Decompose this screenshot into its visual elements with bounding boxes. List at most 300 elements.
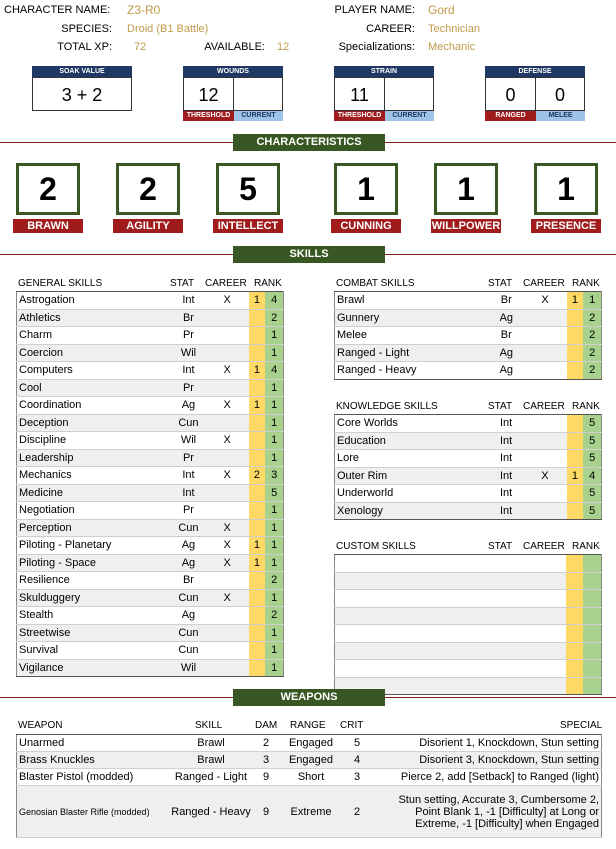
- skill-name: Ranged - Heavy: [335, 362, 490, 380]
- skill-rank-career: [566, 625, 583, 643]
- custom-rank-col: RANK: [572, 541, 600, 552]
- skill-rank-career: [566, 660, 583, 678]
- skill-rank-career: [566, 677, 583, 695]
- skill-row[interactable]: [335, 327, 602, 345]
- skill-stat: Int: [171, 362, 206, 380]
- defense-melee[interactable]: [535, 77, 585, 111]
- skill-stat: Cun: [171, 414, 206, 432]
- skill-career: [206, 659, 249, 677]
- combat-stat-col: STAT: [488, 278, 513, 289]
- weapon-row[interactable]: [17, 786, 602, 838]
- skill-row[interactable]: [17, 519, 284, 537]
- defense-title: DEFENSE: [485, 66, 585, 77]
- skill-name: Perception: [17, 519, 172, 537]
- skill-name: Charm: [17, 327, 172, 345]
- skill-name: Gunnery: [335, 309, 490, 327]
- skill-rank-total: 2: [583, 344, 601, 362]
- weapon-skill: Ranged - Light: [169, 769, 253, 786]
- skill-name: [335, 555, 489, 573]
- skill-stat: Pr: [171, 502, 206, 520]
- skill-career: X: [206, 292, 249, 310]
- skill-row[interactable]: [335, 625, 602, 643]
- strain-threshold[interactable]: [334, 77, 385, 111]
- characteristic-brawn-value[interactable]: 2: [16, 163, 80, 215]
- skill-stat: Ag: [489, 362, 523, 380]
- skill-rank-total: 1: [265, 397, 283, 415]
- skill-rank-career: [249, 659, 266, 677]
- skill-row[interactable]: [335, 555, 602, 573]
- skill-career: [206, 449, 249, 467]
- characteristic-presence-value[interactable]: 1: [534, 163, 598, 215]
- skill-row[interactable]: [335, 450, 602, 468]
- skill-row[interactable]: [17, 624, 284, 642]
- skill-row[interactable]: [17, 537, 284, 555]
- skill-career: X: [206, 554, 249, 572]
- wounds-current[interactable]: [233, 77, 283, 111]
- knowledge-skills-title: KNOWLEDGE SKILLS: [336, 401, 438, 412]
- skill-name: Melee: [335, 327, 490, 345]
- skill-name: Astrogation: [17, 292, 172, 310]
- skill-rank-career: [249, 449, 266, 467]
- skill-career: [206, 642, 249, 660]
- skill-stat: [489, 642, 523, 660]
- skill-row[interactable]: [335, 642, 602, 660]
- strain-threshold-text: 11: [350, 85, 369, 105]
- weapon-damage: 3: [253, 752, 279, 769]
- weapon-range: Short: [279, 769, 343, 786]
- skill-stat: Cun: [171, 589, 206, 607]
- skill-rank-total: 1: [265, 519, 283, 537]
- skill-rank-total: 2: [265, 309, 283, 327]
- skill-name: Outer Rim: [335, 467, 489, 485]
- skill-rank-career: [567, 485, 584, 503]
- skill-row[interactable]: [335, 309, 602, 327]
- characteristic-intellect-value[interactable]: 5: [216, 163, 280, 215]
- weapon-range: Engaged: [279, 735, 343, 752]
- skill-rank-total: 1: [265, 659, 283, 677]
- weapon-range: Engaged: [279, 752, 343, 769]
- wounds-threshold-label: THRESHOLD: [183, 111, 234, 121]
- skill-name: Discipline: [17, 432, 172, 450]
- strain-current-label: CURRENT: [385, 111, 434, 121]
- skill-career: [523, 432, 566, 450]
- weapon-range: Extreme: [279, 786, 343, 838]
- weapon-special-line: Point Blank 1, -1 [Difficulty] at Long or: [415, 805, 599, 818]
- weapon-row[interactable]: [17, 752, 602, 769]
- skill-name: Leadership: [17, 449, 172, 467]
- weapon-damage: 9: [253, 786, 279, 838]
- skill-career: [523, 450, 566, 468]
- skill-rank-career: [567, 450, 584, 468]
- skill-rank-career: [567, 309, 584, 327]
- general-skills-title: GENERAL SKILLS: [18, 278, 103, 289]
- characteristic-willpower-value[interactable]: 1: [434, 163, 498, 215]
- skill-row[interactable]: [17, 414, 284, 432]
- skill-rank-total: 1: [265, 414, 283, 432]
- skill-name: [335, 642, 489, 660]
- skill-stat: [489, 660, 523, 678]
- skill-rank-total: 4: [583, 467, 601, 485]
- skill-name: Ranged - Light: [335, 344, 490, 362]
- dam-col: DAM: [255, 720, 278, 731]
- skill-rank-total: [583, 607, 601, 625]
- skill-stat: Cun: [171, 519, 206, 537]
- weapon-row[interactable]: [17, 735, 602, 752]
- skill-stat: Int: [489, 485, 523, 503]
- skill-career: [523, 485, 566, 503]
- skill-stat: Br: [171, 572, 206, 590]
- skill-row[interactable]: [17, 467, 284, 485]
- skill-career: X: [206, 519, 249, 537]
- general-stat-col: STAT: [170, 278, 195, 289]
- skill-name: Streetwise: [17, 624, 172, 642]
- skill-career: X: [206, 467, 249, 485]
- skill-name: Lore: [335, 450, 489, 468]
- skill-rank-total: 1: [265, 624, 283, 642]
- weapon-name: Blaster Pistol (modded): [17, 769, 170, 786]
- skill-row[interactable]: [17, 642, 284, 660]
- skill-row[interactable]: [17, 572, 284, 590]
- weapon-special-line: Disorient 3, Knockdown, Stun setting: [419, 754, 599, 766]
- skill-name: Survival: [17, 642, 172, 660]
- skill-rank-career: [566, 590, 583, 608]
- skill-career: [206, 572, 249, 590]
- skill-stat: Int: [489, 502, 523, 520]
- skill-rank-total: [583, 625, 601, 643]
- skill-career: [523, 625, 566, 643]
- characteristics-header: CHARACTERISTICS: [233, 134, 385, 151]
- characteristic-agility-value[interactable]: 2: [116, 163, 180, 215]
- skill-name: Negotiation: [17, 502, 172, 520]
- combat-skills-title: COMBAT SKILLS: [336, 278, 415, 289]
- skill-stat: Ag: [489, 309, 523, 327]
- skill-rank-career: 1: [249, 554, 266, 572]
- strain-current[interactable]: [384, 77, 434, 111]
- weapon-special-line: Extreme, -1 [Difficulty] when Engaged: [415, 817, 599, 830]
- skill-rank-career: [249, 327, 266, 345]
- knowledge-skills-table: [334, 414, 602, 520]
- skill-rank-career: [249, 432, 266, 450]
- skill-name: Deception: [17, 414, 172, 432]
- general-career-col: CAREER: [205, 278, 247, 289]
- skill-rank-career: [249, 344, 266, 362]
- skill-rank-career: 1: [249, 537, 266, 555]
- weapon-damage: 2: [253, 735, 279, 752]
- skill-career: [523, 502, 566, 520]
- skill-stat: Int: [489, 432, 523, 450]
- skill-rank-total: 2: [265, 607, 283, 625]
- characteristic-cunning-value[interactable]: 1: [334, 163, 398, 215]
- defense-ranged[interactable]: [485, 77, 536, 111]
- skill-rank-career: [249, 624, 266, 642]
- skill-row[interactable]: [335, 660, 602, 678]
- skill-row[interactable]: [335, 572, 602, 590]
- skill-row[interactable]: [17, 292, 284, 310]
- general-rank-col: RANK: [254, 278, 282, 289]
- skill-career: [523, 590, 566, 608]
- skill-rank-total: 2: [583, 327, 601, 345]
- characteristic-brawn-label: BRAWN: [13, 219, 83, 233]
- player-name-value[interactable]: Gord: [428, 3, 455, 17]
- skill-rank-career: [566, 642, 583, 660]
- skill-name: Coordination: [17, 397, 172, 415]
- skill-name: [335, 590, 489, 608]
- skill-rank-career: 1: [567, 292, 584, 310]
- defense-melee-text: 0: [554, 85, 565, 105]
- skill-row[interactable]: [335, 467, 602, 485]
- skill-row[interactable]: [17, 344, 284, 362]
- weapon-special-line: Pierce 2, add [Setback] to Ranged (light): [400, 771, 599, 783]
- skill-name: Resilience: [17, 572, 172, 590]
- skill-rank-career: [249, 519, 266, 537]
- skill-stat: Int: [171, 467, 206, 485]
- skill-career: X: [206, 397, 249, 415]
- knowledge-career-col: CAREER: [523, 401, 565, 412]
- available-value[interactable]: 12: [277, 41, 290, 53]
- knowledge-stat-col: STAT: [488, 401, 513, 412]
- skill-career: [523, 642, 566, 660]
- skill-stat: Br: [489, 292, 523, 310]
- skill-row[interactable]: [335, 502, 602, 520]
- skill-row[interactable]: [335, 485, 602, 503]
- skill-rank-total: [583, 572, 601, 590]
- skill-rank-career: [249, 309, 266, 327]
- skill-stat: Pr: [171, 327, 206, 345]
- skill-row[interactable]: [335, 344, 602, 362]
- skill-name: [335, 572, 489, 590]
- species-value[interactable]: Droid (B1 Battle): [127, 23, 209, 35]
- weapon-damage: 9: [253, 769, 279, 786]
- character-name-label: CHARACTER NAME:: [4, 4, 111, 16]
- skill-name: Vigilance: [17, 659, 172, 677]
- skill-rank-total: [583, 660, 601, 678]
- skill-row[interactable]: [17, 484, 284, 502]
- skill-career: [206, 607, 249, 625]
- skill-row[interactable]: [17, 327, 284, 345]
- skill-rank-total: 5: [265, 484, 283, 502]
- career-value[interactable]: Technician: [428, 23, 480, 35]
- skill-rank-career: 2: [249, 467, 266, 485]
- weapon-skill: Ranged - Heavy: [169, 786, 253, 838]
- skill-rank-career: 1: [249, 292, 266, 310]
- characteristic-cunning-label: CUNNING: [331, 219, 401, 233]
- wounds-threshold[interactable]: [183, 77, 234, 111]
- soak-title: SOAK VALUE: [32, 66, 132, 77]
- character-name-value[interactable]: Z3-R0: [127, 3, 161, 17]
- skill-name: Education: [335, 432, 489, 450]
- soak-value[interactable]: [32, 77, 132, 111]
- skill-rank-total: 1: [583, 292, 601, 310]
- skill-rank-total: 1: [265, 589, 283, 607]
- skill-name: Computers: [17, 362, 172, 380]
- skill-rank-total: 5: [583, 502, 601, 520]
- skill-rank-total: 4: [265, 362, 283, 380]
- skill-name: [335, 625, 489, 643]
- weapon-crit: 3: [343, 769, 371, 786]
- skill-stat: Int: [171, 292, 206, 310]
- skill-stat: Br: [489, 327, 523, 345]
- wounds-threshold-text: 12: [198, 85, 219, 105]
- skill-career: [523, 660, 566, 678]
- skill-rank-career: [249, 502, 266, 520]
- career-label: CAREER:: [366, 23, 415, 35]
- available-label: AVAILABLE:: [204, 41, 265, 53]
- skill-rank-career: 1: [567, 467, 584, 485]
- skill-name: Cool: [17, 379, 172, 397]
- skill-career: [523, 677, 566, 695]
- skill-rank-total: 3: [265, 467, 283, 485]
- weapon-name: Unarmed: [17, 735, 170, 752]
- weapon-row[interactable]: [17, 769, 602, 786]
- skill-career: [524, 362, 567, 380]
- skill-row[interactable]: [17, 607, 284, 625]
- skill-rank-total: 1: [265, 432, 283, 450]
- weapon-skill: Brawl: [169, 752, 253, 769]
- skill-row[interactable]: [17, 449, 284, 467]
- skill-rank-total: 5: [583, 485, 601, 503]
- skill-stat: [489, 677, 523, 695]
- weapons-header: WEAPONS: [233, 689, 385, 706]
- skill-name: Stealth: [17, 607, 172, 625]
- skill-name: [335, 607, 489, 625]
- combat-rank-col: RANK: [572, 278, 600, 289]
- skill-row[interactable]: [335, 432, 602, 450]
- skill-row[interactable]: [17, 362, 284, 380]
- skill-rank-career: [249, 589, 266, 607]
- skill-career: [206, 484, 249, 502]
- player-name-label: PLAYER NAME:: [334, 4, 415, 16]
- total-xp-value[interactable]: 72: [134, 41, 147, 53]
- skill-rank-total: 2: [583, 362, 601, 380]
- skill-stat: Ag: [171, 397, 206, 415]
- soak-value-text: 3 + 2: [61, 85, 103, 105]
- weapon-special: [371, 786, 602, 838]
- specializations-value[interactable]: Mechanic: [428, 41, 476, 53]
- custom-career-col: CAREER: [523, 541, 565, 552]
- skill-career: [206, 344, 249, 362]
- skill-row[interactable]: [335, 607, 602, 625]
- wounds-current-label: CURRENT: [234, 111, 283, 121]
- skill-col: SKILL: [195, 720, 223, 731]
- skill-rank-total: 1: [265, 554, 283, 572]
- skill-stat: [489, 555, 523, 573]
- skill-rank-total: [583, 677, 601, 695]
- skill-career: [206, 502, 249, 520]
- skill-career: [206, 624, 249, 642]
- strain-title: STRAIN: [334, 66, 434, 77]
- skill-name: Mechanics: [17, 467, 172, 485]
- skill-career: X: [524, 292, 567, 310]
- weapon-skill: Brawl: [169, 735, 253, 752]
- skill-row[interactable]: [17, 502, 284, 520]
- skill-row[interactable]: [335, 590, 602, 608]
- defense-ranged-label: RANGED: [485, 111, 536, 121]
- skill-career: X: [206, 537, 249, 555]
- species-label: SPECIES:: [61, 23, 112, 35]
- skill-rank-career: 1: [249, 397, 266, 415]
- skill-stat: [489, 625, 523, 643]
- skill-rank-career: [249, 484, 266, 502]
- skill-stat: Ag: [171, 554, 206, 572]
- weapon-special-line: Disorient 1, Knockdown, Stun setting: [419, 737, 599, 749]
- skill-row[interactable]: [17, 309, 284, 327]
- skill-rank-total: [583, 642, 601, 660]
- characteristic-willpower-label: WILLPOWER: [431, 220, 501, 232]
- skill-rank-career: [567, 432, 584, 450]
- skill-name: [335, 660, 489, 678]
- skill-career: [206, 379, 249, 397]
- skill-row[interactable]: [335, 362, 602, 380]
- strain-threshold-label: THRESHOLD: [334, 111, 385, 121]
- skill-row[interactable]: [17, 432, 284, 450]
- skill-name: Athletics: [17, 309, 172, 327]
- skill-rank-total: 2: [265, 572, 283, 590]
- combat-career-col: CAREER: [523, 278, 565, 289]
- weapon-name: Genosian Blaster Rifle (modded): [17, 786, 170, 838]
- skill-stat: Ag: [489, 344, 523, 362]
- custom-stat-col: STAT: [488, 541, 513, 552]
- skill-stat: Pr: [171, 379, 206, 397]
- weapon-crit: 2: [343, 786, 371, 838]
- skill-stat: Int: [489, 467, 523, 485]
- skill-name: Xenology: [335, 502, 489, 520]
- skill-row[interactable]: [335, 415, 602, 433]
- skill-stat: Wil: [171, 432, 206, 450]
- custom-skills-table: [334, 554, 602, 695]
- weapon-crit: 4: [343, 752, 371, 769]
- skill-rank-career: [567, 362, 584, 380]
- skill-rank-career: [249, 379, 266, 397]
- skill-name: Underworld: [335, 485, 489, 503]
- skill-rank-total: 1: [265, 502, 283, 520]
- skill-stat: Br: [171, 309, 206, 327]
- skill-rank-career: [249, 607, 266, 625]
- skill-rank-career: [566, 572, 583, 590]
- wounds-title: WOUNDS: [183, 66, 283, 77]
- skill-rank-career: [567, 327, 584, 345]
- skill-career: [523, 555, 566, 573]
- defense-melee-label: MELEE: [536, 111, 585, 121]
- skill-row[interactable]: [17, 589, 284, 607]
- skill-career: X: [206, 432, 249, 450]
- skill-row[interactable]: [17, 554, 284, 572]
- skill-row[interactable]: [17, 659, 284, 677]
- custom-skills-title: CUSTOM SKILLS: [336, 541, 416, 552]
- skill-rank-total: [583, 555, 601, 573]
- skill-stat: Ag: [171, 607, 206, 625]
- defense-ranged-text: 0: [505, 85, 516, 105]
- skill-rank-total: 1: [265, 449, 283, 467]
- skill-row[interactable]: [335, 292, 602, 310]
- skill-rank-total: 1: [265, 642, 283, 660]
- skill-rank-total: 5: [583, 415, 601, 433]
- skill-name: Skulduggery: [17, 589, 172, 607]
- skill-rank-career: [567, 502, 584, 520]
- skill-career: [523, 572, 566, 590]
- skill-stat: [489, 572, 523, 590]
- skill-row[interactable]: [17, 379, 284, 397]
- skill-row[interactable]: [17, 397, 284, 415]
- skill-career: [206, 414, 249, 432]
- skill-name: Piloting - Space: [17, 554, 172, 572]
- skill-rank-total: 4: [265, 292, 283, 310]
- weapons-table: [16, 734, 602, 838]
- skill-rank-career: [249, 572, 266, 590]
- specializations-label: Specializations:: [338, 41, 415, 53]
- skill-rank-total: 5: [583, 432, 601, 450]
- skill-rank-total: 1: [265, 537, 283, 555]
- skill-stat: Wil: [171, 344, 206, 362]
